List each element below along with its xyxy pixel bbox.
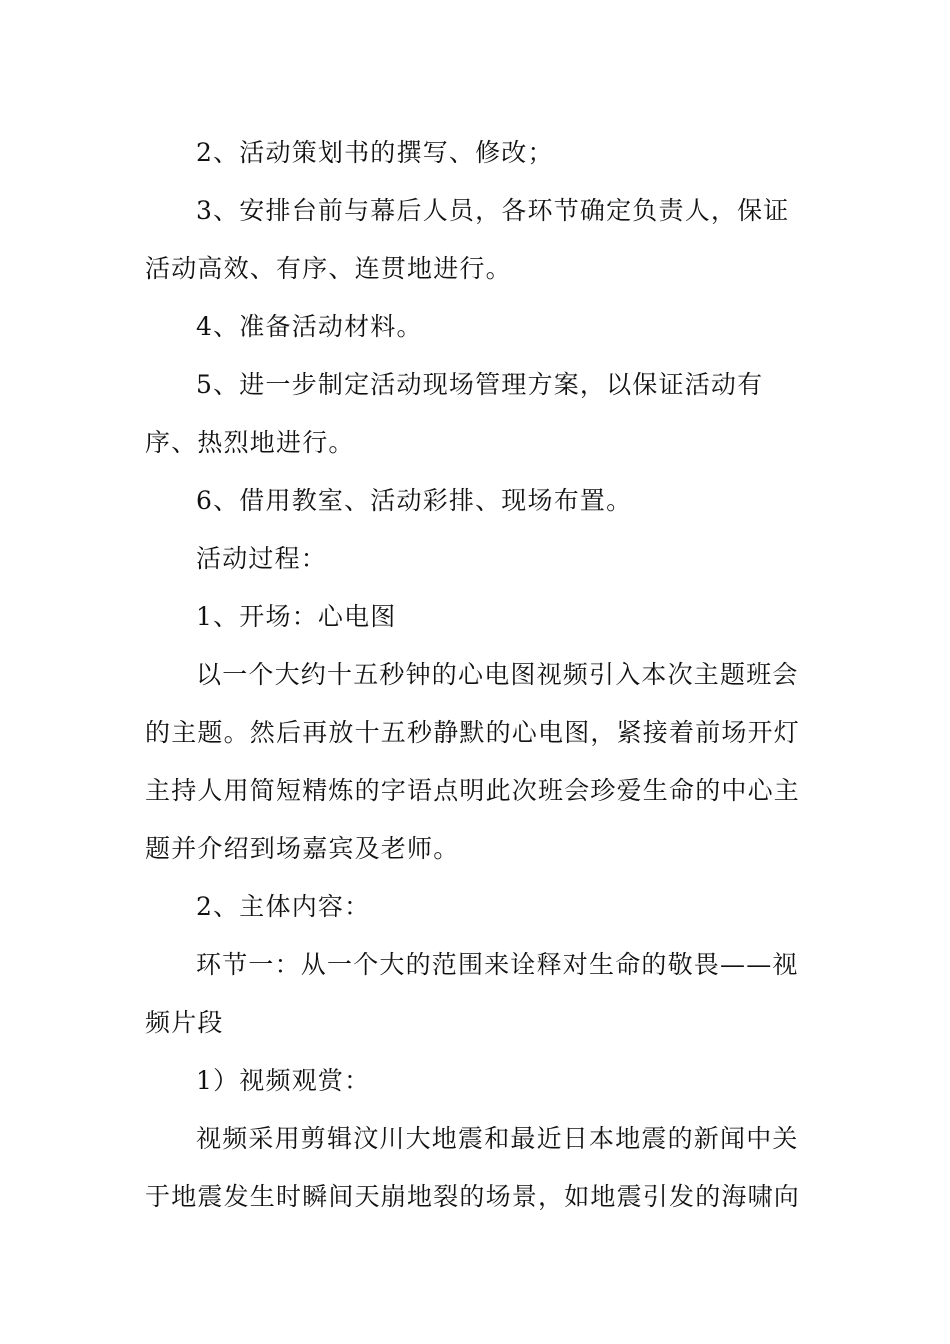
paragraph-video-description: 视频采用剪辑汶川大地震和最近日本地震的新闻中关于地震发生时瞬间天崩地裂的场景，如地震引发的海啸向: [145, 1124, 801, 1211]
paragraph-task-6: 6、借用教室、活动彩排、现场布置。: [196, 486, 633, 515]
paragraph-task-4: 4、准备活动材料。: [196, 312, 423, 341]
subheading-video-viewing: 1）视频观赏：: [196, 1066, 371, 1095]
paragraph-task-3: 3、安排台前与幕后人员，各环节确定负责人，保证活动高效、有序、连贯地进行。: [145, 196, 790, 283]
document-body: [145, 124, 810, 1226]
paragraph-task-2: 2、活动策划书的撰写、修改；: [196, 138, 554, 167]
subheading-opening: 1、开场：心电图: [196, 602, 397, 631]
paragraph-task-5: 5、进一步制定活动现场管理方案，以保证活动有序、热烈地进行。: [145, 370, 764, 457]
section-heading-activity-process: 活动过程：: [196, 544, 328, 573]
subheading-main-content: 2、主体内容：: [196, 892, 371, 921]
paragraph-segment-one: 环节一：从一个大的范围来诠释对生命的敬畏——视频片段: [145, 950, 799, 1037]
paragraph-opening-description: 以一个大约十五秒钟的心电图视频引入本次主题班会的主题。然后再放十五秒静默的心电图，紧接着前场开灯主持人用简短精炼的字语点明此次班会珍爱生命的中心主题并介绍到场嘉宾及老师。: [145, 660, 801, 863]
